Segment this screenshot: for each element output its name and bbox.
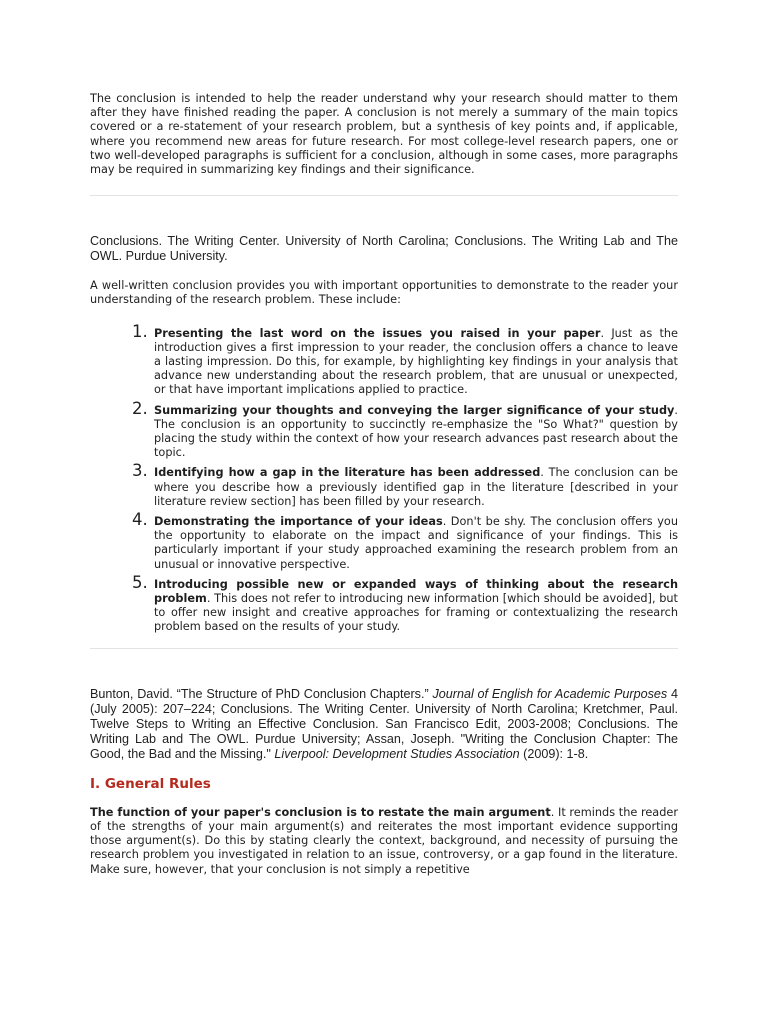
document-page <box>90 92 678 877</box>
list-item-text: . The conclusion is an opportunity to succinctly re-emphasize the "So What?" question by placing the study within the context of how your research advances past research about the topic. <box>154 403 678 460</box>
reference-text: 4 (July 2005): 207–224; Conclusions. The Writing Center. University of North Carolina; Kretchmer, Paul. Twelve Steps to Writing an Effective Conclusion. San Francisco Edit, 2003-2008; Conclusions. The Writing Lab and The OWL. Purdue University; Assan, Joseph. "Writing the Conclusion Chapter: The Good, the Bad and the Missing." <box>90 686 678 761</box>
journal-title: Journal of English for Academic Purposes <box>432 686 668 701</box>
list-number: 1. <box>132 321 148 341</box>
list-item <box>90 321 678 398</box>
list-item-text: . Just as the introduction gives a first impression to your reader, the conclusion offers a chance to leave a lasting impression. Do this, for example, by highlighting key findings in your analysis that advance new understanding about the research problem, that are unusual or unexpected, or that have important implications applied to practice. <box>154 326 678 397</box>
list-number: 5. <box>132 572 148 592</box>
reference-text: (2009): 1-8. <box>519 746 589 761</box>
section-heading: I. General Rules <box>90 775 211 792</box>
intro-paragraph: The conclusion is intended to help the reader understand why your research should matter to them after they have finished reading the paper. A conclusion is not merely a summary of the main topics covered or a re-statement of your research problem, but a synthesis of key points and, if applicable, where you recommend new areas for future research. For most college-level research papers, one or two well-developed paragraphs is sufficient for a conclusion, although in some cases, more paragraphs may be required in summarizing key findings and their significance. <box>90 92 678 177</box>
list-item-text: . This does not refer to introducing new information [which should be avoided], but to offer new insight and creative approaches for framing or contextualizing the research problem based on the results of your study. <box>154 592 678 634</box>
general-rules-lead: The function of your paper's conclusion is to restate the main argument <box>90 805 551 819</box>
list-item-title: Identifying how a gap in the literature has been addressed <box>154 466 541 480</box>
list-item-title: Demonstrating the importance of your ideas <box>154 515 443 529</box>
publisher-title: Liverpool: Development Studies Association <box>274 746 520 761</box>
list-item-title: Presenting the last word on the issues you raised in your paper <box>154 326 601 340</box>
list-number: 4. <box>132 510 148 530</box>
opportunities-list <box>90 321 678 635</box>
citation-paragraph: Conclusions. The Writing Center. University of North Carolina; Conclusions. The Writing Lab and The OWL. Purdue University. <box>90 234 678 264</box>
divider <box>90 195 678 196</box>
list-item <box>90 572 678 635</box>
list-item-title: Summarizing your thoughts and conveying the larger significance of your study <box>154 403 675 417</box>
general-rules-text: . It reminds the reader of the strengths of your main argument(s) and reiterates the most important evidence supporting those argument(s). Do this by stating clearly the context, background, and necessity of pursuing the research problem you investigated in relation to an issue, controversy, or a gap found in the literature. Make sure, however, that your conclusion is not simply a repetitive <box>90 805 678 876</box>
general-rules-paragraph <box>90 806 678 877</box>
opportunities-paragraph: A well-written conclusion provides you with important opportunities to demonstrate to the reader your understanding of the research problem. These include: <box>90 279 678 307</box>
list-item <box>90 510 678 572</box>
list-number: 3. <box>132 461 148 481</box>
list-item-text: . The conclusion can be where you describe how a previously identified gap in the literature [described in your literature review section] has been filled by your research. <box>154 466 678 508</box>
list-item <box>90 398 678 461</box>
list-item <box>90 461 678 509</box>
list-item-title: Introducing possible new or expanded ways of thinking about the research problem <box>154 577 678 606</box>
reference-text: Bunton, David. “The Structure of PhD Conclusion Chapters.” <box>90 686 433 701</box>
divider <box>90 648 678 649</box>
list-item-text: . Don't be shy. The conclusion offers you the opportunity to elaborate on the impact and significance of your findings. This is particularly important if your study approached examining the research problem from an unusual or innovative perspective. <box>154 515 678 571</box>
list-number: 2. <box>132 398 148 418</box>
references-paragraph <box>90 687 678 762</box>
